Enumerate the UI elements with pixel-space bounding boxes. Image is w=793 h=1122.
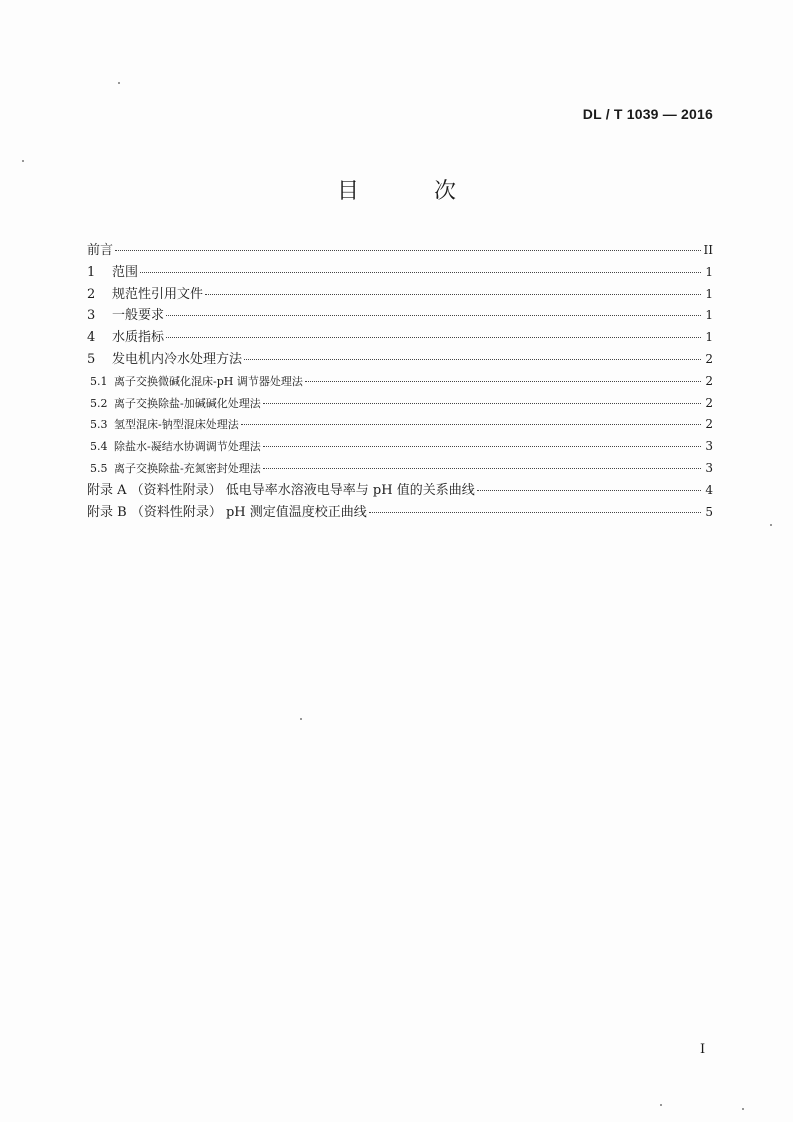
toc-entry-page: 1: [705, 330, 713, 345]
toc-entry-label: 除盐水-凝结水协调调节处理法: [114, 440, 261, 454]
toc-entry-label: 离子交换除盐-加碱碱化处理法: [114, 396, 261, 410]
toc-entry-label: 规范性引用文件: [112, 286, 204, 302]
toc-entry-page: 5: [705, 504, 713, 519]
toc-entry-page: 2: [705, 395, 713, 410]
toc-entry-page: 4: [705, 482, 713, 497]
toc-entry-label: 附录 B （资料性附录） pH 测定值温度校正曲线: [87, 504, 367, 520]
toc-leader-dots: [166, 337, 701, 338]
toc-entry-5-1[interactable]: [87, 371, 713, 393]
toc-entry-label: 离子交换除盐-充氮密封处理法: [114, 461, 261, 475]
toc-entry-number: 5.4: [90, 440, 108, 454]
toc-entry-number: 4: [87, 330, 96, 346]
toc-entry-label: 发电机内冷水处理方法: [112, 351, 243, 367]
toc-entry-5-5[interactable]: [87, 458, 713, 480]
toc-entry-label: 氢型混床-钠型混床处理法: [114, 418, 239, 432]
toc-entry-label: 离子交换微碱化混床-pH 调节器处理法: [114, 374, 303, 388]
table-of-contents: [87, 240, 713, 523]
standard-code: DL / T 1039 — 2016: [582, 106, 713, 122]
toc-entry-page: 1: [705, 264, 713, 279]
scan-speck: [742, 1108, 744, 1110]
page-number: I: [700, 1042, 706, 1057]
toc-entry-page: 2: [705, 417, 713, 432]
toc-entry-page: 3: [705, 439, 713, 454]
toc-leader-dots: [263, 403, 701, 404]
scan-speck: [22, 160, 24, 162]
toc-entry-2[interactable]: [87, 284, 713, 306]
toc-entry-foreword[interactable]: [87, 240, 713, 262]
toc-entry-number: 5.5: [90, 461, 108, 475]
scan-speck: [300, 718, 302, 720]
toc-leader-dots: [115, 250, 701, 251]
toc-entry-label: 附录 A （资料性附录） 低电导率水溶液电导率与 pH 值的关系曲线: [87, 482, 475, 498]
scan-speck: [660, 1104, 662, 1106]
toc-leader-dots: [205, 294, 701, 295]
toc-entry-appendix-b[interactable]: [87, 502, 713, 524]
toc-entry-number: 3: [87, 308, 96, 324]
toc-entry-number: 5.2: [90, 396, 108, 410]
toc-entry-number: 5.1: [90, 374, 108, 388]
toc-leader-dots: [241, 424, 701, 425]
toc-entry-page: 1: [705, 308, 713, 323]
toc-entry-label: 前言: [87, 243, 114, 258]
toc-entry-number: 1: [87, 264, 96, 280]
toc-entry-5-2[interactable]: [87, 393, 713, 415]
toc-leader-dots: [244, 359, 701, 360]
page-title: 目 次: [337, 179, 490, 204]
toc-leader-dots: [166, 315, 701, 316]
toc-entry-1[interactable]: [87, 262, 713, 284]
toc-entry-label: 水质指标: [112, 330, 165, 346]
toc-leader-dots: [140, 272, 701, 273]
toc-entry-page: 2: [705, 373, 713, 388]
toc-entry-3[interactable]: [87, 305, 713, 327]
toc-entry-5[interactable]: [87, 349, 713, 371]
toc-entry-appendix-a[interactable]: [87, 480, 713, 502]
toc-entry-5-3[interactable]: [87, 414, 713, 436]
toc-entry-4[interactable]: [87, 327, 713, 349]
toc-entry-number: 5.3: [90, 418, 108, 432]
toc-leader-dots: [369, 512, 701, 513]
toc-entry-page: 3: [705, 460, 713, 475]
toc-entry-page: 1: [705, 286, 713, 301]
toc-leader-dots: [477, 490, 701, 491]
toc-leader-dots: [263, 468, 701, 469]
toc-entry-page: 2: [705, 351, 713, 366]
scan-speck: [118, 82, 120, 84]
toc-leader-dots: [263, 446, 701, 447]
toc-entry-label: 范围: [112, 264, 139, 280]
toc-entry-number: 2: [87, 286, 96, 302]
toc-entry-page: II: [703, 243, 713, 257]
toc-entry-5-4[interactable]: [87, 436, 713, 458]
scan-speck: [770, 524, 772, 526]
toc-entry-label: 一般要求: [112, 308, 165, 324]
toc-leader-dots: [305, 381, 701, 382]
toc-entry-number: 5: [87, 351, 96, 367]
